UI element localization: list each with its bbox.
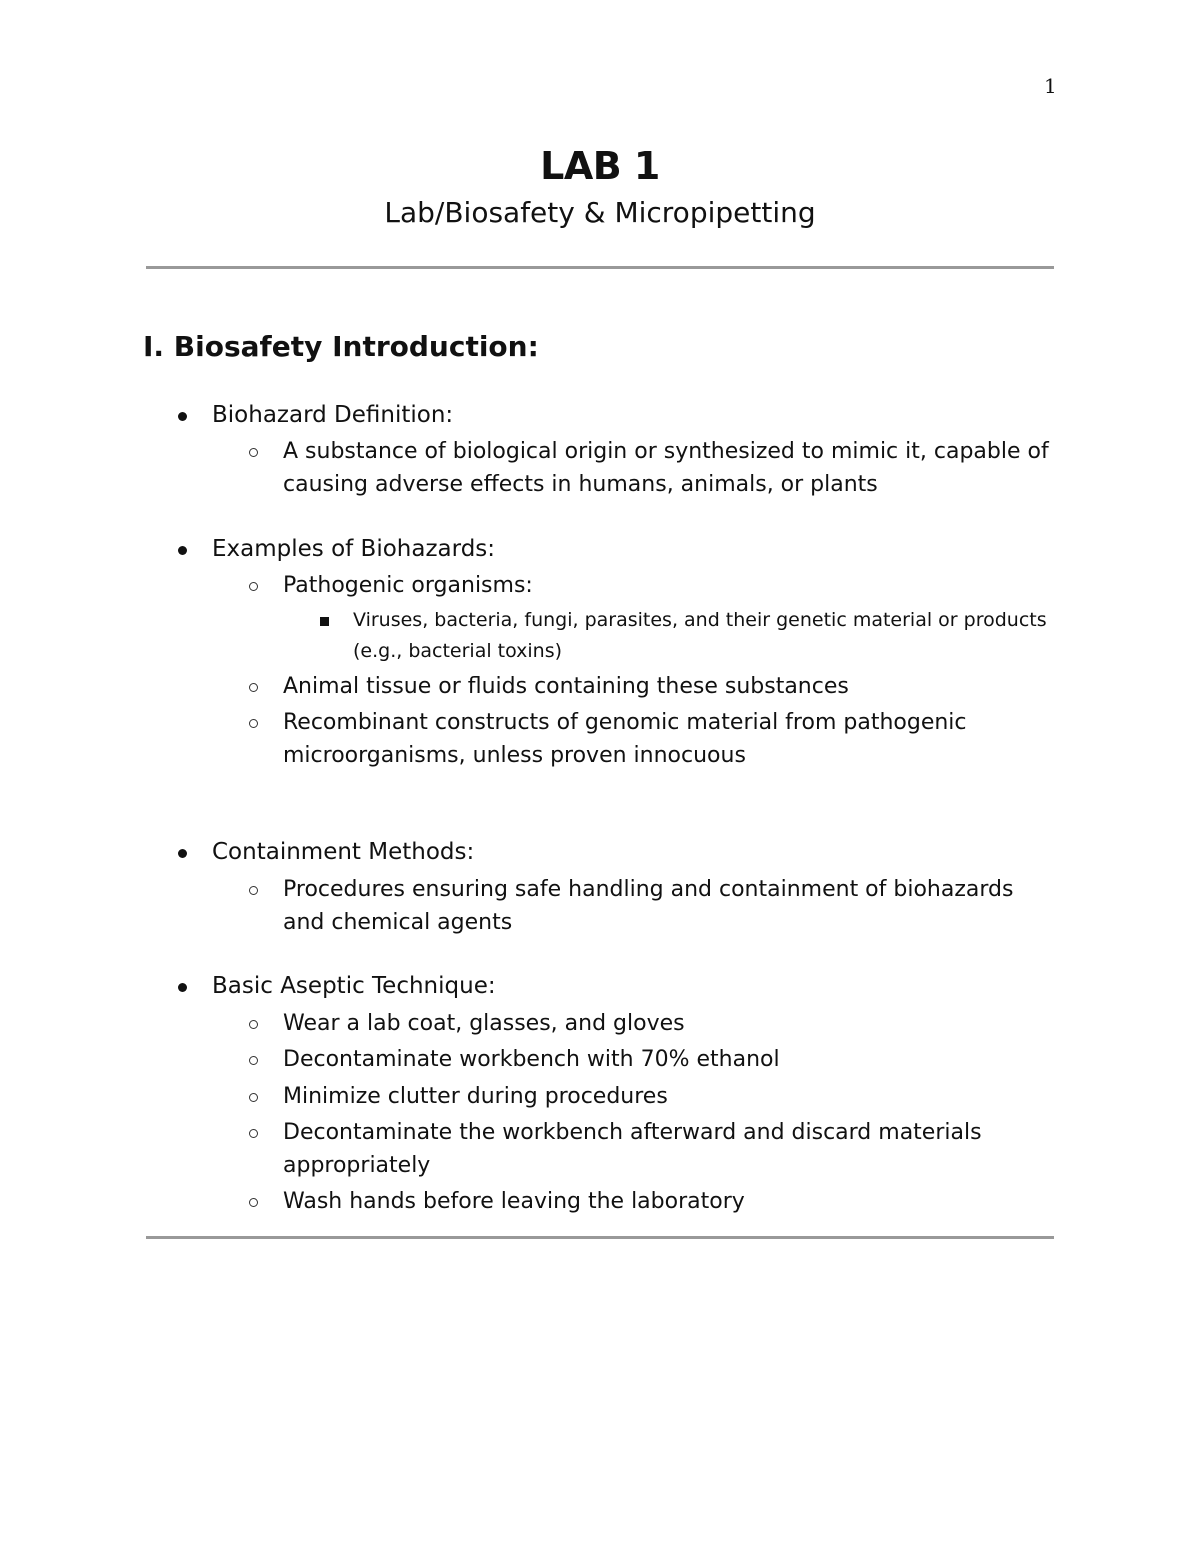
top-divider <box>146 266 1054 269</box>
page-number: 1 <box>1044 74 1057 98</box>
list-item: Recombinant constructs of genomic material from pathogenic microorganisms, unless proven innocuous <box>283 706 1053 772</box>
topic-biohazard-definition: Biohazard Definition: <box>212 399 453 431</box>
page-subtitle: Lab/Biosafety & Micropipetting <box>384 196 816 229</box>
list-item: Wear a lab coat, glasses, and gloves <box>283 1007 1053 1040</box>
topic-basic-aseptic-technique: Basic Aseptic Technique: <box>212 970 496 1002</box>
section-heading: I. Biosafety Introduction: <box>143 330 539 363</box>
list-item: Wash hands before leaving the laboratory <box>283 1185 1053 1218</box>
list-item: A substance of biological origin or synthesized to mimic it, capable of causing adverse effects in humans, animals, or plants <box>283 435 1053 501</box>
list-item: Animal tissue or fluids containing these substances <box>283 670 1053 703</box>
topic-containment-methods: Containment Methods: <box>212 836 474 868</box>
list-item: Decontaminate the workbench afterward and discard materials appropriately <box>283 1116 1053 1182</box>
list-subitem: Viruses, bacteria, fungi, parasites, and their genetic material or products (e.g., bacterial toxins) <box>353 605 1053 667</box>
bottom-divider <box>146 1236 1054 1239</box>
list-item: Decontaminate workbench with 70% ethanol <box>283 1043 1053 1076</box>
page-title: LAB 1 <box>540 144 660 188</box>
topic-examples-of-biohazards: Examples of Biohazards: <box>212 533 495 565</box>
list-item: Pathogenic organisms: <box>283 569 1053 602</box>
list-item: Procedures ensuring safe handling and containment of biohazards and chemical agents <box>283 873 1053 939</box>
list-item: Minimize clutter during procedures <box>283 1080 1053 1113</box>
